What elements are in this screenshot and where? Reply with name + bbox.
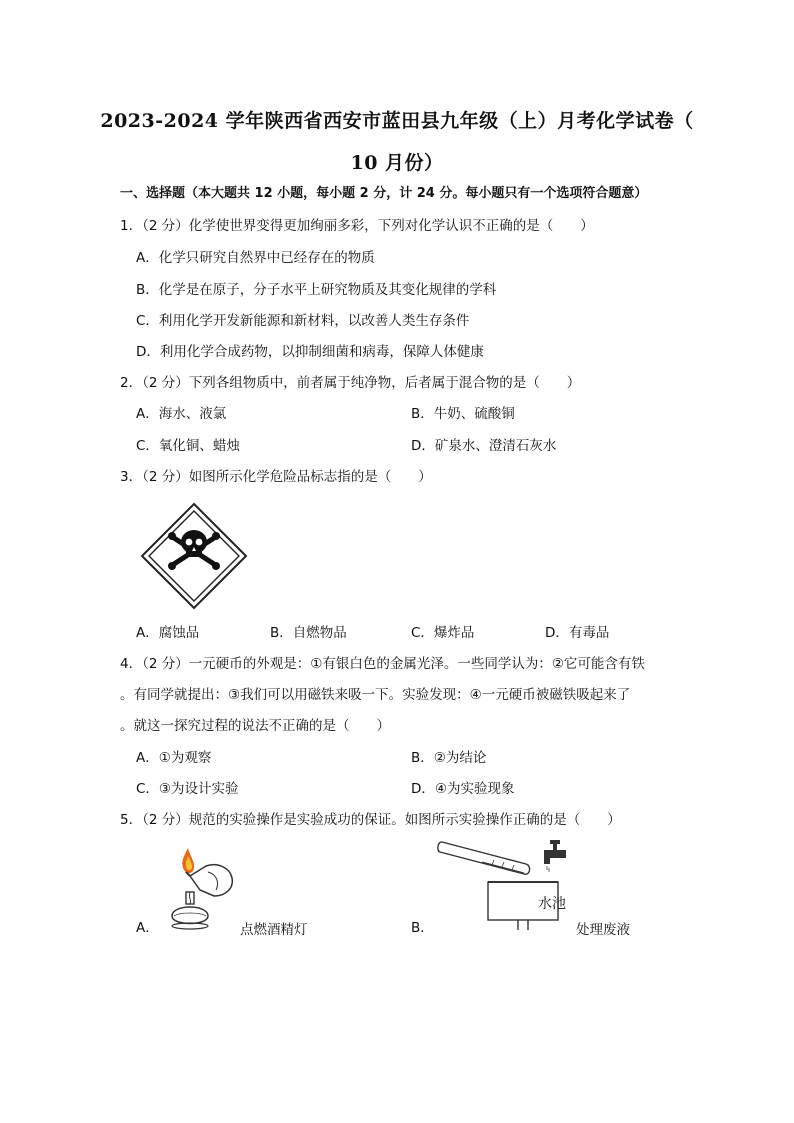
q4-option-d: D．④为实验现象 [411,781,515,797]
page-title-line2: 10 月份） [350,152,444,174]
q4-option-c: C．③为设计实验 [136,781,239,797]
q4-stem-line2: 。有同学就提出：③我们可以用磁铁来吸一下。实验发现：④一元硬币被磁铁吸起来了 [120,687,631,703]
q5-option-b-caption: 处理废液 [576,922,630,938]
waste-liquid-sink-icon [432,836,582,932]
q4-stem-line1: 4．（2 分）一元硬币的外观是：①有银白色的金属光泽。一些同学认为：②它可能含有铁 [120,656,645,672]
q5-stem: 5．（2 分）规范的实验操作是实验成功的保证。如图所示实验操作正确的是（ ） [120,812,621,828]
q1-option-c: C．利用化学开发新能源和新材料，以改善人类生存条件 [136,313,470,329]
q1-option-b: B．化学是在原子，分子水平上研究物质及其变化规律的学科 [136,282,497,298]
sink-label: 水池 [538,896,566,912]
q1-stem: 1．（2 分）化学使世界变得更加绚丽多彩，下列对化学认识不正确的是（ ） [120,218,594,234]
q4-option-b: B．②为结论 [411,750,487,766]
alcohol-lamp-ignition-icon [160,842,244,932]
q5-option-a-caption: 点燃酒精灯 [240,922,308,938]
page-title-line1: 2023-2024 学年陕西省西安市蓝田县九年级（上）月考化学试卷（ [100,110,694,132]
q2-option-c: C．氧化铜、蜡烛 [136,438,240,454]
q3-option-c: C．爆炸品 [411,625,475,641]
q3-option-d: D．有毒品 [545,625,610,641]
q5-option-b-label: B． [411,920,434,936]
q3-option-b: B．自燃物品 [270,625,347,641]
section-heading: 一、选择题（本大题共 12 小题，每小题 2 分，计 24 分。每小题只有一个选项符合题意） [120,186,648,201]
q3-stem: 3．（2 分）如图所示化学危险品标志指的是（ ） [120,469,432,485]
q3-option-a: A．腐蚀品 [136,625,200,641]
q1-option-d: D．利用化学合成药物，以抑制细菌和病毒，保障人体健康 [136,344,484,360]
q1-option-a: A．化学只研究自然界中已经存在的物质 [136,250,375,266]
q2-option-d: D．矿泉水、澄清石灰水 [411,438,557,454]
skull-crossbones-diamond-icon [140,502,248,610]
q5-option-a-label: A． [136,920,159,936]
q2-option-a: A．海水、液氯 [136,406,227,422]
q2-stem: 2．（2 分）下列各组物质中，前者属于纯净物，后者属于混合物的是（ ） [120,375,581,391]
q2-option-b: B．牛奶、硫酸铜 [411,406,515,422]
q4-option-a: A．①为观察 [136,750,212,766]
q4-stem-line3: 。就这一探究过程的说法不正确的是（ ） [120,718,390,734]
